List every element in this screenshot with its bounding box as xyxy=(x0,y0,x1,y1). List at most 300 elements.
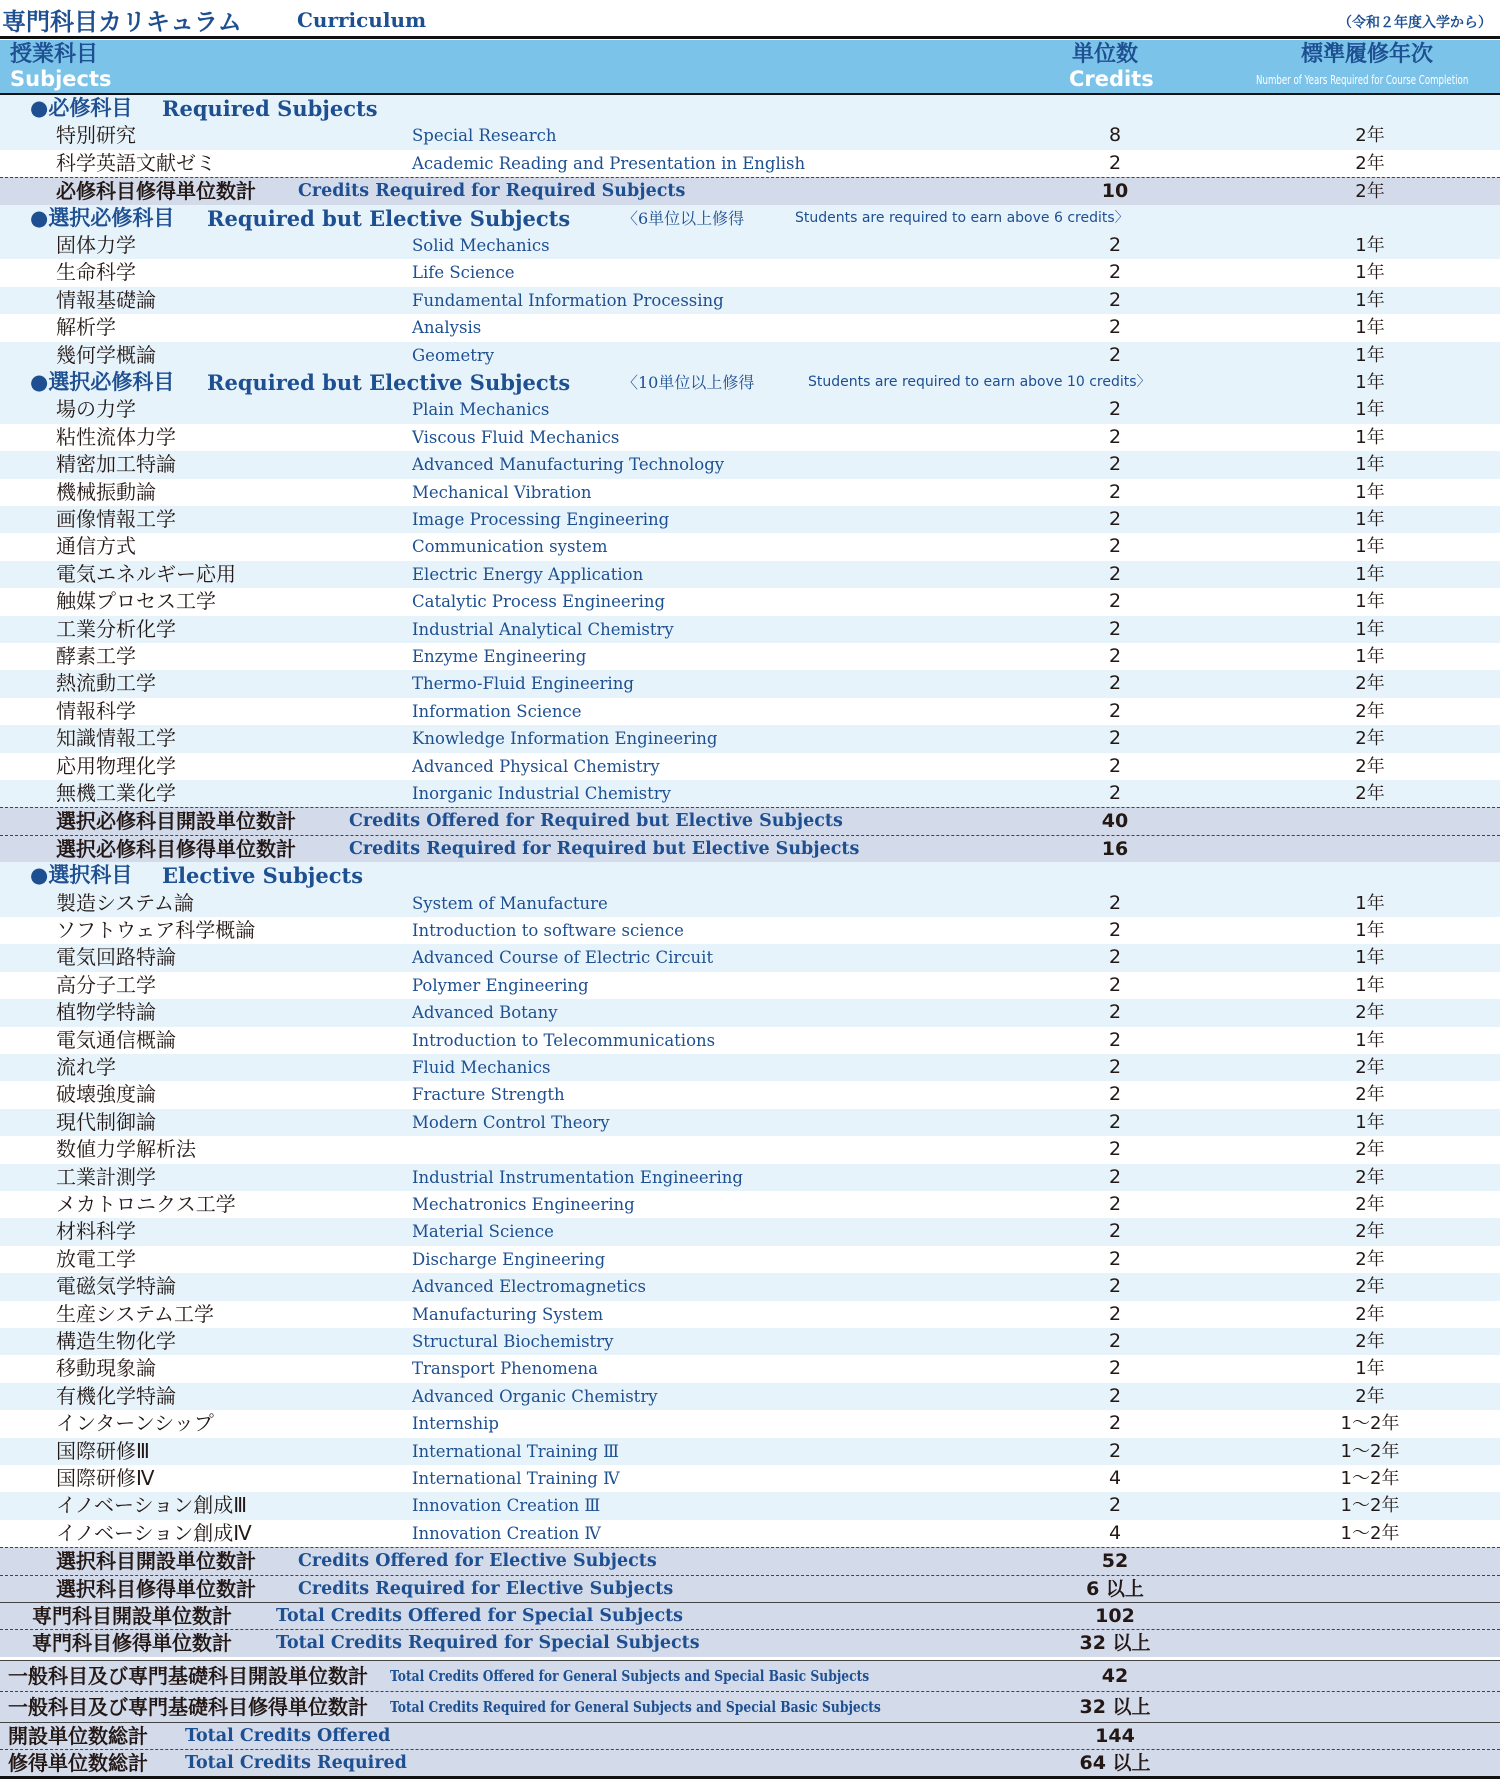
table-row xyxy=(0,588,1500,615)
table-row xyxy=(0,670,1500,697)
subject-name-ja: 場の力学 xyxy=(56,397,136,422)
year-value: 1年 xyxy=(1355,454,1385,476)
table-row xyxy=(0,451,1500,478)
section-note-en: Students are required to earn above 10 credits〉 xyxy=(808,374,1151,390)
summary-elective-required xyxy=(0,1575,1500,1602)
summary-label-ja: 一般科目及び専門基礎科目修得単位数計 xyxy=(8,1694,368,1719)
year-value: 1年 xyxy=(1355,1111,1385,1133)
year-value: 1年 xyxy=(1355,372,1385,393)
subject-name-ja: 画像情報工学 xyxy=(56,507,176,531)
year-value: 2年 xyxy=(1355,755,1385,777)
summary-label-en: Credits Offered for Elective Subjects xyxy=(298,1551,657,1572)
credits-value: 2 xyxy=(1108,891,1122,914)
subject-name-en: Material Science xyxy=(412,1222,554,1242)
title-divider xyxy=(0,36,1500,39)
section-heading-ja: ●選択必修科目 xyxy=(30,205,175,230)
year-value: 1～2年 xyxy=(1340,1440,1400,1462)
table-row xyxy=(0,314,1500,341)
year-value: 1年 xyxy=(1355,892,1385,914)
subject-name-en: Innovation Creation Ⅳ xyxy=(412,1523,601,1543)
summary-general-offered xyxy=(0,1660,1500,1691)
subject-name-en: Solid Mechanics xyxy=(412,236,550,255)
credits-value: 2 xyxy=(1108,782,1122,804)
table-row xyxy=(0,1136,1500,1163)
year-value: 2年 xyxy=(1355,1248,1385,1270)
table-header xyxy=(0,40,1500,93)
table-row xyxy=(0,725,1500,752)
subject-name-en: Advanced Course of Electric Circuit xyxy=(412,948,714,968)
credits-value: 2 xyxy=(1108,699,1122,722)
year-value: 1～2年 xyxy=(1340,1495,1400,1517)
credits-value: 2 xyxy=(1108,1138,1122,1161)
subject-name-ja: ソフトウェア科学概論 xyxy=(56,918,256,942)
year-value: 2年 xyxy=(1355,1166,1385,1188)
summary-general-required xyxy=(0,1691,1500,1722)
section-required xyxy=(0,95,1500,122)
header-credits-ja: 単位数 xyxy=(1072,42,1139,67)
subject-name-ja: 粘性流体力学 xyxy=(56,424,176,449)
credits-value: 2 xyxy=(1108,234,1122,256)
summary-credits: 144 xyxy=(1095,1724,1135,1747)
section-note-ja: 〈10単位以上修得 xyxy=(622,373,755,392)
table-row xyxy=(0,1410,1500,1437)
credits-value: 2 xyxy=(1108,425,1122,448)
subject-name-ja: 電気エネルギー応用 xyxy=(56,561,236,586)
table-row xyxy=(0,1191,1500,1218)
year-value: 1年 xyxy=(1355,426,1385,448)
table-row xyxy=(0,396,1500,423)
subject-name-ja: メカトロニクス工学 xyxy=(56,1192,236,1216)
summary-label-en: Total Credits Required xyxy=(185,1753,407,1774)
section-heading-en: Required Subjects xyxy=(162,96,378,121)
year-value: 1年 xyxy=(1355,974,1385,996)
summary-label-ja: 一般科目及び専門基礎科目開設単位数計 xyxy=(8,1663,368,1688)
year-value: 1年 xyxy=(1355,563,1385,585)
page-title-en: Curriculum xyxy=(297,8,427,32)
table-row xyxy=(0,890,1500,917)
year-value: 1年 xyxy=(1355,344,1385,366)
subject-name-ja: 放電工学 xyxy=(56,1246,136,1271)
subject-name-en: Mechatronics Engineering xyxy=(412,1195,635,1214)
year-value: 2年 xyxy=(1355,700,1385,722)
credits-value: 8 xyxy=(1108,124,1122,147)
table-row xyxy=(0,232,1500,259)
table-row xyxy=(0,1520,1500,1547)
subject-name-ja: 植物学特論 xyxy=(56,1000,156,1025)
year-value: 1～2年 xyxy=(1340,1522,1400,1544)
year-value: 2年 xyxy=(1355,1221,1385,1243)
table-row xyxy=(0,259,1500,286)
year-value: 1～2年 xyxy=(1340,1468,1400,1489)
subject-name-ja: 生産システム工学 xyxy=(56,1301,214,1326)
credits-value: 2 xyxy=(1108,1494,1122,1517)
credits-value: 2 xyxy=(1108,480,1122,503)
subject-name-en: Innovation Creation Ⅲ xyxy=(412,1496,601,1516)
header-years-en: Number of Years Required for Course Completion xyxy=(1256,73,1469,87)
year-value: 1年 xyxy=(1355,399,1385,421)
credits-value: 4 xyxy=(1108,1467,1122,1489)
year-value: 1年 xyxy=(1355,947,1385,969)
table-row xyxy=(0,1492,1500,1519)
subject-name-en: Polymer Engineering xyxy=(412,975,589,995)
summary-credits: 16 xyxy=(1101,837,1129,860)
summary-label-en: Total Credits Required for General Subjects and Special Basic Subjects xyxy=(390,1697,881,1716)
subject-name-en: Analysis xyxy=(412,318,482,338)
subject-name-ja: 機械振動論 xyxy=(56,479,156,504)
year-value: 1年 xyxy=(1355,1358,1385,1380)
subject-name-en: Structural Biochemistry xyxy=(412,1332,614,1351)
summary-label-ja: 選択必修科目修得単位数計 xyxy=(56,836,296,861)
table-row xyxy=(0,287,1500,314)
table-row xyxy=(0,1027,1500,1054)
credits-value: 2 xyxy=(1108,617,1122,640)
summary-label-ja: 専門科目修得単位数計 xyxy=(32,1631,232,1656)
section-note-ja: 〈6単位以上修得 xyxy=(622,208,745,228)
credits-value: 2 xyxy=(1108,1439,1122,1462)
year-value: 1年 xyxy=(1355,262,1385,284)
summary-special-offered xyxy=(0,1602,1500,1629)
credits-value: 2 xyxy=(1108,535,1122,558)
summary-label-ja: 開設単位数総計 xyxy=(8,1723,148,1748)
subject-name-en: Life Science xyxy=(412,263,515,283)
summary-label-ja: 選択必修科目開設単位数計 xyxy=(56,809,296,834)
credits-value: 2 xyxy=(1108,973,1122,996)
table-row xyxy=(0,342,1500,369)
credits-value: 2 xyxy=(1108,1083,1122,1106)
table-row xyxy=(0,561,1500,588)
subject-name-en: Fluid Mechanics xyxy=(412,1058,551,1077)
summary-credits: 102 xyxy=(1095,1605,1135,1627)
table-row xyxy=(0,122,1500,149)
subject-name-ja: 電磁気学特論 xyxy=(56,1274,176,1299)
table-row xyxy=(0,944,1500,971)
year-value: 1年 xyxy=(1355,289,1385,311)
year-value: 1年 xyxy=(1355,317,1385,339)
year-value: 2年 xyxy=(1355,152,1385,174)
table-row xyxy=(0,1301,1500,1328)
subject-name-en: Advanced Electromagnetics xyxy=(412,1277,646,1297)
year-value: 1年 xyxy=(1355,646,1385,667)
credits-value: 2 xyxy=(1108,727,1122,750)
credits-value: 2 xyxy=(1108,1330,1122,1352)
subject-name-en: Special Research xyxy=(412,126,557,146)
table-row xyxy=(0,999,1500,1026)
table-row xyxy=(0,917,1500,944)
table-row xyxy=(0,506,1500,533)
summary-credits: 32 以上 xyxy=(1079,1632,1151,1655)
credits-value: 2 xyxy=(1108,1247,1122,1270)
year-value: 2年 xyxy=(1355,125,1385,147)
table-row xyxy=(0,1465,1500,1492)
credits-value: 2 xyxy=(1108,316,1122,339)
credits-value: 2 xyxy=(1108,1275,1122,1298)
header-subjects-en: Subjects xyxy=(10,67,112,91)
year-value: 1年 xyxy=(1355,591,1385,613)
section-note-en: Students are required to earn above 6 credits〉 xyxy=(795,209,1129,226)
table-row xyxy=(0,643,1500,670)
table-row xyxy=(0,479,1500,506)
summary-label-ja: 専門科目開設単位数計 xyxy=(32,1604,232,1628)
credits-value: 2 xyxy=(1108,151,1122,174)
subject-name-en: Information Science xyxy=(412,701,582,721)
credits-value: 2 xyxy=(1108,645,1122,667)
year-value: 1年 xyxy=(1355,536,1385,558)
year-value: 1年 xyxy=(1355,1029,1385,1051)
credits-value: 2 xyxy=(1108,1302,1122,1325)
year-value: 2年 xyxy=(1355,1194,1385,1215)
subject-name-en: Enzyme Engineering xyxy=(412,647,587,666)
credits-value: 2 xyxy=(1108,1193,1122,1215)
subject-name-en: International Training Ⅲ xyxy=(412,1441,619,1461)
summary-credits: 40 xyxy=(1101,810,1129,833)
subject-name-en: Geometry xyxy=(412,345,495,365)
year-value: 2年 xyxy=(1355,1139,1385,1161)
table-row xyxy=(0,972,1500,999)
title-bar xyxy=(0,0,1500,36)
subject-name-en: System of Manufacture xyxy=(412,893,608,913)
subject-name-en: Electric Energy Application xyxy=(412,564,644,584)
summary-label-en: Credits Required for Required but Elective Subjects xyxy=(349,838,860,859)
summary-label-en: Total Credits Offered xyxy=(185,1725,391,1746)
section-required-elective-10 xyxy=(0,369,1500,396)
subject-name-en: Fundamental Information Processing xyxy=(412,290,724,310)
table-row xyxy=(0,1355,1500,1382)
table-row xyxy=(0,616,1500,643)
credits-value: 2 xyxy=(1108,919,1122,941)
summary-credits: 32 以上 xyxy=(1079,1695,1151,1718)
table-row xyxy=(0,1273,1500,1300)
subject-name-en: Industrial Analytical Chemistry xyxy=(412,619,674,639)
subject-name-ja: インターンシップ xyxy=(56,1411,214,1436)
credits-value: 2 xyxy=(1108,1384,1122,1407)
subject-name-ja: 現代制御論 xyxy=(56,1109,156,1134)
subject-name-ja: 応用物理化学 xyxy=(56,753,176,778)
subject-name-en: Transport Phenomena xyxy=(412,1359,599,1379)
table-row xyxy=(0,1246,1500,1273)
summary-elective-offered xyxy=(0,1547,1500,1574)
section-heading-en: Elective Subjects xyxy=(162,863,364,889)
section-heading-ja: ●選択必修科目 xyxy=(30,370,175,394)
credits-value: 2 xyxy=(1108,343,1122,366)
summary-label-ja: 必修科目修得単位数計 xyxy=(56,179,256,204)
summary-credits: 52 xyxy=(1101,1550,1129,1573)
year-value: 2年 xyxy=(1355,1331,1385,1352)
subject-name-ja: イノベーション創成Ⅲ xyxy=(56,1493,247,1518)
credits-value: 2 xyxy=(1108,754,1122,777)
subject-name-en: International Training Ⅳ xyxy=(412,1469,620,1488)
table-row xyxy=(0,533,1500,560)
year-value: 2年 xyxy=(1355,728,1385,750)
summary-label-ja: 選択科目開設単位数計 xyxy=(56,1549,256,1574)
subject-name-en: Inorganic Industrial Chemistry xyxy=(412,784,671,803)
year-value: 2年 xyxy=(1355,1002,1385,1024)
subject-name-en: Manufacturing System xyxy=(412,1304,604,1324)
credits-value: 2 xyxy=(1108,1056,1122,1078)
subject-name-en: Image Processing Engineering xyxy=(412,510,670,529)
subject-name-en: Introduction to software science xyxy=(412,921,684,940)
summary-label-ja: 修得単位数総計 xyxy=(8,1751,148,1776)
year-value: 2年 xyxy=(1355,783,1385,804)
credits-value: 2 xyxy=(1108,1028,1122,1051)
subject-name-ja: 工業計測学 xyxy=(56,1164,156,1189)
subject-name-ja: 特別研究 xyxy=(56,123,136,148)
summary-year: 2年 xyxy=(1355,181,1385,203)
subject-name-ja: 材料科学 xyxy=(56,1219,136,1244)
credits-value: 2 xyxy=(1108,1001,1122,1024)
credits-value: 2 xyxy=(1108,1110,1122,1133)
subject-name-en: Industrial Instrumentation Engineering xyxy=(412,1167,743,1187)
section-heading-en: Required but Elective Subjects xyxy=(207,205,571,231)
table-row xyxy=(0,1218,1500,1245)
subject-name-ja: 情報科学 xyxy=(56,698,136,723)
section-required-elective-6 xyxy=(0,205,1500,232)
summary-label-en: Total Credits Required for Special Subjects xyxy=(276,1633,700,1654)
credits-value: 2 xyxy=(1108,261,1122,284)
subject-name-en: Advanced Manufacturing Technology xyxy=(412,455,725,475)
subject-name-ja: 高分子工学 xyxy=(56,972,156,997)
table-row xyxy=(0,1081,1500,1108)
year-value: 2年 xyxy=(1355,673,1385,695)
page-title: 専門科目カリキュラム xyxy=(2,8,242,36)
credits-value: 2 xyxy=(1108,508,1122,530)
credits-value: 2 xyxy=(1108,1412,1122,1435)
credits-value: 2 xyxy=(1108,288,1122,311)
subject-name-en: Advanced Organic Chemistry xyxy=(412,1386,658,1406)
subject-name-ja: 工業分析化学 xyxy=(56,616,176,641)
summary-label-ja: 選択科目修得単位数計 xyxy=(56,1576,256,1601)
subject-name-ja: 精密加工特論 xyxy=(56,452,176,477)
year-value: 1年 xyxy=(1355,509,1385,530)
subject-name-ja: 科学英語文献ゼミ xyxy=(56,150,216,175)
table-bottom-border xyxy=(0,1776,1500,1779)
subject-name-ja: 熱流動工学 xyxy=(56,671,156,696)
credits-value: 2 xyxy=(1108,1357,1122,1380)
credits-value: 2 xyxy=(1108,1220,1122,1243)
credits-value: 2 xyxy=(1108,1165,1122,1188)
subject-name-ja: 知識情報工学 xyxy=(56,726,176,751)
credits-value: 2 xyxy=(1108,672,1122,695)
section-heading-ja: ●選択科目 xyxy=(30,863,133,888)
subject-name-ja: 国際研修Ⅲ xyxy=(56,1438,150,1463)
subject-name-en: Discharge Engineering xyxy=(412,1249,606,1269)
table-row xyxy=(0,698,1500,725)
summary-re-offered xyxy=(0,807,1500,834)
subject-name-ja: 通信方式 xyxy=(56,534,136,559)
section-elective xyxy=(0,862,1500,889)
year-value: 1年 xyxy=(1355,235,1385,256)
credits-value: 2 xyxy=(1108,590,1122,613)
summary-credits: 64 以上 xyxy=(1079,1752,1151,1775)
subject-name-ja: 電気回路特論 xyxy=(56,945,176,970)
header-years-ja: 標準履修年次 xyxy=(1301,42,1434,67)
table-row xyxy=(0,1164,1500,1191)
summary-re-required xyxy=(0,835,1500,862)
subject-name-ja: 電気通信概論 xyxy=(56,1027,176,1052)
subject-name-ja: 情報基礎論 xyxy=(56,287,156,312)
subject-name-ja: 破壊強度論 xyxy=(56,1082,156,1107)
credits-value: 4 xyxy=(1108,1521,1122,1544)
subject-name-ja: 構造生物化学 xyxy=(56,1329,176,1353)
subject-name-ja: 解析学 xyxy=(56,315,116,340)
credits-value: 2 xyxy=(1108,562,1122,585)
year-value: 2年 xyxy=(1355,1057,1385,1078)
year-value: 1～2年 xyxy=(1340,1413,1400,1435)
summary-label-en: Credits Required for Elective Subjects xyxy=(298,1578,674,1599)
year-value: 1年 xyxy=(1355,920,1385,941)
section-heading-en: Required but Elective Subjects xyxy=(207,370,571,395)
table-row xyxy=(0,150,1500,177)
subject-name-ja: 触媒プロセス工学 xyxy=(56,589,216,614)
year-value: 2年 xyxy=(1355,1276,1385,1298)
subject-name-en: Academic Reading and Presentation in English xyxy=(412,153,806,173)
subject-name-ja: 幾何学概論 xyxy=(56,342,156,367)
table-row xyxy=(0,1054,1500,1081)
subject-name-en: Communication system xyxy=(412,537,608,557)
table-row xyxy=(0,1109,1500,1136)
table-row xyxy=(0,424,1500,451)
subject-name-en: Advanced Physical Chemistry xyxy=(412,756,660,776)
subject-name-ja: 固体力学 xyxy=(56,233,136,257)
summary-label-en: Total Credits Offered for General Subjects and Special Basic Subjects xyxy=(390,1666,870,1685)
subject-name-ja: 国際研修Ⅳ xyxy=(56,1466,155,1490)
subject-name-ja: 無機工業化学 xyxy=(56,781,176,805)
year-value: 2年 xyxy=(1355,1303,1385,1325)
header-subjects-ja: 授業科目 xyxy=(10,42,99,67)
subject-name-en: Mechanical Vibration xyxy=(412,482,592,502)
subject-name-en: Viscous Fluid Mechanics xyxy=(412,427,620,447)
subject-name-ja: 製造システム論 xyxy=(56,890,194,915)
summary-credits: 6 以上 xyxy=(1086,1577,1144,1600)
subject-name-en: Plain Mechanics xyxy=(412,400,550,420)
credits-value: 2 xyxy=(1108,398,1122,421)
year-value: 1年 xyxy=(1355,481,1385,503)
table-row xyxy=(0,1438,1500,1465)
summary-special-required xyxy=(0,1629,1500,1656)
credits-value: 2 xyxy=(1108,453,1122,476)
summary-credits: 42 xyxy=(1101,1664,1129,1687)
summary-all-offered xyxy=(0,1722,1500,1749)
credits-value: 2 xyxy=(1108,946,1122,969)
summary-credits: 10 xyxy=(1101,180,1129,203)
table-row xyxy=(0,1328,1500,1355)
subject-name-en: Introduction to Telecommunications xyxy=(412,1030,716,1050)
year-value: 2年 xyxy=(1355,1084,1385,1106)
summary-required-subjects xyxy=(0,177,1500,204)
subject-name-ja: 流れ学 xyxy=(56,1055,116,1079)
subject-name-ja: イノベーション創成Ⅳ xyxy=(56,1520,252,1545)
subject-name-ja: 数値力学解析法 xyxy=(56,1137,196,1162)
subject-name-ja: 有機化学特論 xyxy=(56,1383,176,1408)
subject-name-en: Knowledge Information Engineering xyxy=(412,729,718,749)
year-value: 1年 xyxy=(1355,618,1385,640)
subject-name-en: Internship xyxy=(412,1414,499,1434)
enrollment-note: （令和２年度入学から） xyxy=(1338,15,1492,31)
subject-name-en: Thermo-Fluid Engineering xyxy=(412,674,634,694)
table-row xyxy=(0,780,1500,807)
summary-label-en: Total Credits Offered for Special Subjects xyxy=(276,1606,684,1626)
summary-label-en: Credits Required for Required Subjects xyxy=(298,181,686,202)
subject-name-ja: 移動現象論 xyxy=(56,1356,156,1381)
header-credits-en: Credits xyxy=(1069,67,1154,91)
subject-name-en: Catalytic Process Engineering xyxy=(412,592,666,612)
summary-all-required xyxy=(0,1749,1500,1776)
summary-label-en: Credits Offered for Required but Elective Subjects xyxy=(349,811,843,832)
section-heading-ja: ●必修科目 xyxy=(30,96,133,120)
subject-name-ja: 生命科学 xyxy=(56,260,136,285)
table-row xyxy=(0,1383,1500,1410)
subject-name-en: Fracture Strength xyxy=(412,1085,565,1105)
subject-name-ja: 酵素工学 xyxy=(56,644,136,668)
